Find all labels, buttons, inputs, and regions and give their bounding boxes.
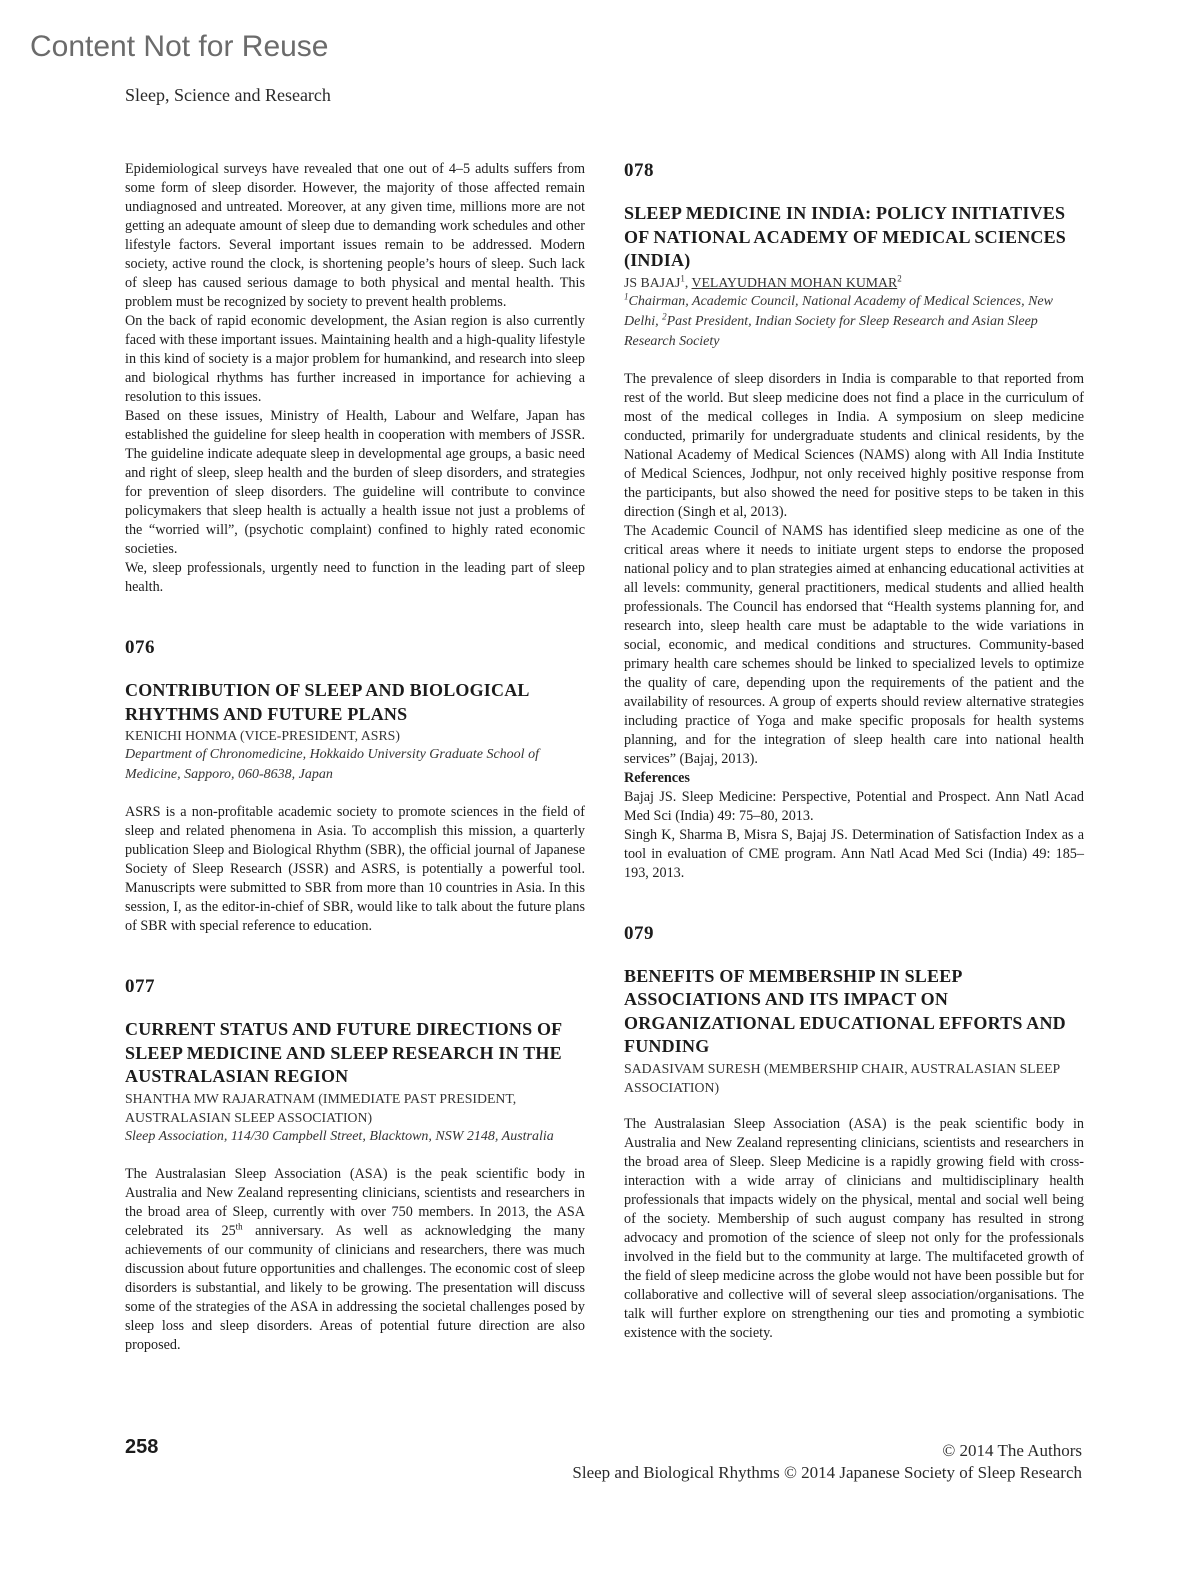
right-column [624, 160, 1084, 1343]
abstract-body: The prevalence of sleep disorders in India is comparable to that reported from rest of the world. But sleep medicine does not find a place in the curriculum of most of the medical colleges in India. A symposium on sleep medicine conducted, primarily for undergraduate students and clinical residents, by the National Academy of Medical Sciences (NAMS) along with All India Institute of Medical Sciences, Jodhpur, not only received highly positive response from the participants, but also showed the need for positive steps to be taken in this direction (Singh et al, 2013). [624, 370, 1084, 520]
copyright-line: © 2014 The Authors [942, 1441, 1082, 1460]
abstract-079 [624, 923, 1084, 1343]
abstract-authors: SADASIVAM SURESH (MEMBERSHIP CHAIR, AUSTRALASIAN SLEEP ASSOCIATION) [624, 1060, 1060, 1095]
abstract-title: BENEFITS OF MEMBERSHIP IN SLEEP ASSOCIATIONS AND ITS IMPACT ON ORGANIZATIONAL EDUCATIONAL EFFORTS AND FUNDING [624, 965, 1066, 1056]
abstract-authors: KENICHI HONMA (VICE-PRESIDENT, ASRS) [125, 728, 400, 743]
body-text: The Australasian Sleep Association (ASA) is the peak scientific body in Australia and New Zealand representing clinicians, scientists and researchers in the broad area of Sleep, currently with over 750 members. In 2013, the ASA celebrated its 25 [125, 1165, 585, 1239]
abstract-title: SLEEP MEDICINE IN INDIA: POLICY INITIATIVES OF NATIONAL ACADEMY OF MEDICAL SCIENCES (INDIA) [624, 203, 1067, 270]
abstract-title: CONTRIBUTION OF SLEEP AND BIOLOGICAL RHYTHMS AND FUTURE PLANS [125, 680, 529, 724]
left-column [125, 160, 585, 1355]
abstract-affiliation [624, 292, 1084, 352]
author-separator: , [684, 274, 692, 290]
abstract-body: ASRS is a non-profitable academic society to promote sciences in the field of sleep and related phenomena in Asia. To accomplish this mission, a quarterly publication Sleep and Biological Rhythm (SBR), the official journal of Japanese Society of Sleep Research (JSSR) and ASRS, is potentially a powerful tool. Manuscripts were submitted to SBR from more than 10 countries in Asia. In this session, I, as the editor-in-chief of SBR, would like to talk about the future plans of SBR with special reference to education. [125, 804, 585, 934]
intro-paragraph: On the back of rapid economic development, the Asian region is also currently faced with these important issues. Maintaining health and a high-quality lifestyle in this kind of society is a major problem for humankind, and research into sleep and biological rhythms has further increased in importance for achieving a resolution to this issues. [125, 313, 585, 405]
ordinal-suffix: th [235, 1220, 243, 1231]
references-heading: References [624, 769, 690, 786]
affil-marker: 1 [624, 290, 629, 301]
author-name: JS BAJAJ [624, 274, 681, 290]
intro-paragraph: Based on these issues, Ministry of Health, Labour and Welfare, Japan has established the guideline for sleep health in cooperation with members of JSSR. The guideline indicate adequate sleep in developmental age groups, a basic need and right of sleep, sleep health and the burden of sleep disorders, and strategies for prevention of sleep disorders. The guideline will contribute to convince policymakers that sleep health is actually a health issue not just a problems of the “worried will”, (psychotic complaint) confined to highly rated economic societies. [125, 408, 585, 557]
abstract-078 [624, 160, 1084, 883]
abstract-body: The Academic Council of NAMS has identified sleep medicine as one of the critical areas where it needs to initiate urgent steps to endorse the proposed national policy and to plan strategies aimed at enhancing educational activities at all levels: community, general practitioners, medical students and allied health professionals. The Council has endorsed that “Health systems planning for, and research into, sleep health care must be adaptable to the wide variations in social, economic, and medical conditions and structures. Community-based primary health care schemes should be linked to specialized levels to optimize the quality of care, depending upon the requirements of the patient and the availability of resources. A group of experts should review alternative strategies including practice of Yoga and make specific proposals for health systems planning, and for the integration of sleep health care into national health services” (Bajaj, 2013). [624, 522, 1084, 767]
running-head: Sleep, Science and Research [125, 85, 331, 105]
abstract-077 [125, 976, 585, 1355]
reference-item: Bajaj JS. Sleep Medicine: Perspective, Potential and Prospect. Ann Natl Acad Med Sci (India) 49: 75–80, 2013. [624, 788, 1084, 824]
page-number: 258 [125, 1436, 159, 1458]
affil-text: Past President, Indian Society for Sleep Research and Asian Sleep Research Society [624, 313, 1038, 349]
abstract-affiliation: Sleep Association, 114/30 Campbell Street, Blacktown, NSW 2148, Australia [125, 1128, 554, 1144]
abstract-number: 079 [624, 922, 654, 944]
abstract-title: CURRENT STATUS AND FUTURE DIRECTIONS OF SLEEP MEDICINE AND SLEEP RESEARCH IN THE AUSTRALASIAN REGION [125, 1019, 562, 1086]
body-text: anniversary. As well as acknowledging the many achievements of our community of clinicians and researchers, there was much discussion about future opportunities and challenges. The economic cost of sleep disorders is substantial, and likely to be growing. The presentation will discuss some of the strategies of the ASA in addressing the societal challenges posed by sleep loss and sleep disorders. Areas of potential future direction are also proposed. [125, 1222, 586, 1353]
intro-paragraph: Epidemiological surveys have revealed that one out of 4–5 adults suffers from some form of sleep disorder. However, the majority of those affected remain undiagnosed and untreated. Moreover, at any given time, millions more are not getting an adequate amount of sleep due to demanding work schedules and other lifestyle factors. Several important issues remain to be addressed. Modern society, active round the clock, is shortening people’s hours of sleep. Such lack of sleep has caused serious damage to both physical and mental health. This problem must be recognized by society to prevent health problems. [125, 161, 585, 310]
author-affil-marker: 2 [897, 272, 902, 283]
watermark-text: Content Not for Reuse [30, 30, 329, 63]
author-affil-marker: 1 [680, 272, 685, 283]
abstract-authors: SHANTHA MW RAJARATNAM (IMMEDIATE PAST PRESIDENT, AUSTRALASIAN SLEEP ASSOCIATION) [125, 1090, 517, 1125]
abstract-number: 077 [125, 976, 155, 997]
abstract-body: The Australasian Sleep Association (ASA) is the peak scientific body in Australia and New Zealand representing clinicians, scientists and researchers in the broad area of Sleep. Sleep Medicine is a rapidly growing field with cross-interaction with a wide array of clinicians and multidisciplinary health professionals that impacts widely on the physical, mental and social well being of the society. Membership of such august company has resulted in strong advocacy and promotion of the science of sleep not only for the professionals involved in the field but to the community at large. The multifaceted growth of the field of sleep medicine across the globe would not have been possible but for collaborative and collective will of several sleep association/organisations. The talk will further explore on strengthening our ties and promoting a symbiotic existence with the society. [624, 1115, 1084, 1341]
abstract-number: 078 [624, 160, 654, 181]
journal-line: Sleep and Biological Rhythms © 2014 Japanese Society of Sleep Research [572, 1463, 1082, 1482]
affil-marker: 2 [662, 310, 667, 321]
intro-text [125, 160, 585, 597]
reference-item: Singh K, Sharma B, Misra S, Bajaj JS. Determination of Satisfaction Index as a tool in evaluation of CME program. Ann Natl Acad Med Sci (India) 49: 185–193, 2013. [624, 826, 1084, 881]
abstract-affiliation: Department of Chronomedicine, Hokkaido University Graduate School of Medicine, Sapporo, 060-8638, Japan [125, 747, 539, 782]
affil-text: Chairman, Academic Council, National Academy of Medical Sciences, New Delhi, [624, 293, 1053, 329]
intro-paragraph: We, sleep professionals, urgently need to function in the leading part of sleep health. [125, 560, 585, 595]
abstract-076 [125, 637, 585, 936]
abstract-authors [624, 273, 1084, 292]
footer-credits [572, 1440, 1082, 1484]
abstract-body [125, 1165, 585, 1355]
abstract-number: 076 [125, 637, 155, 658]
author-name-presenting: VELAYUDHAN MOHAN KUMAR [691, 274, 898, 290]
